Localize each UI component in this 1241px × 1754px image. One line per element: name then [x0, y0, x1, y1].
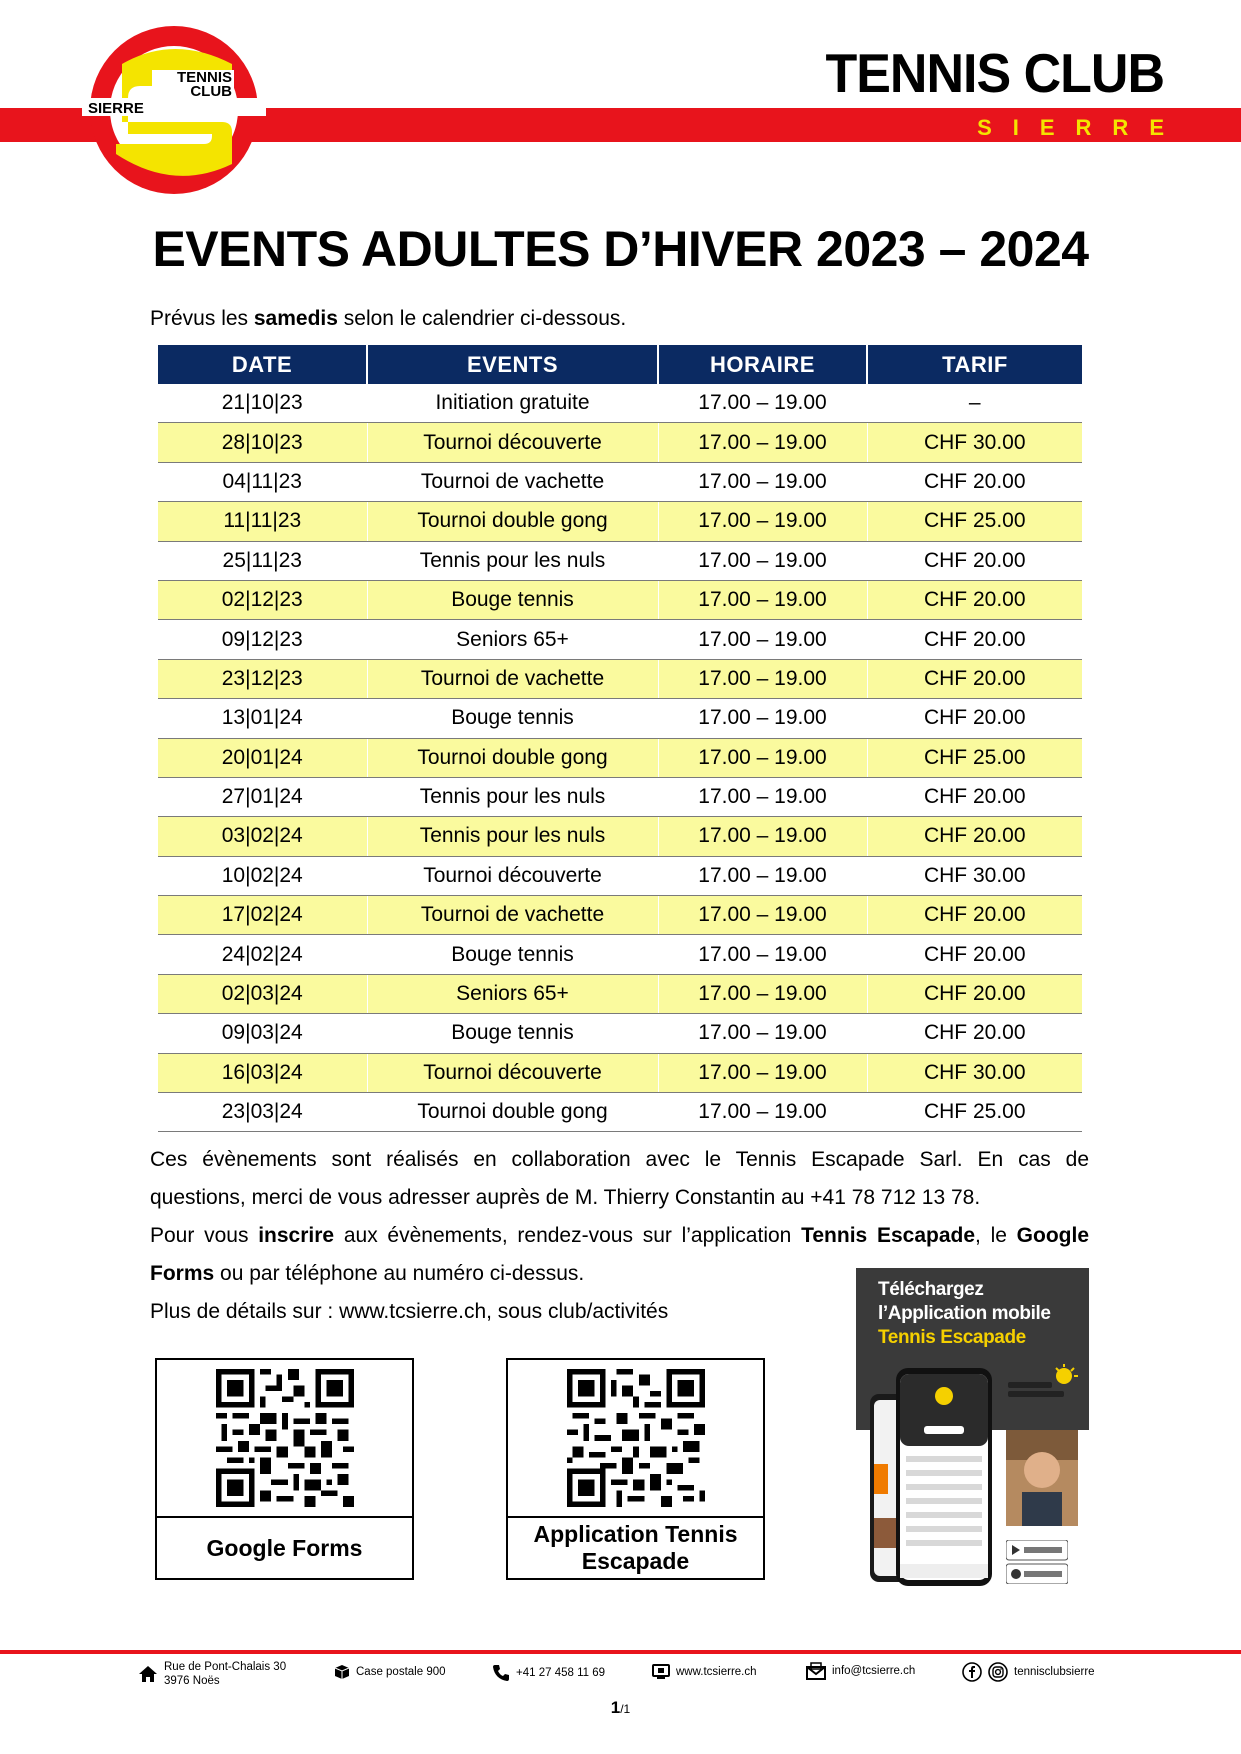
cell-price: CHF 20.00 — [867, 817, 1082, 856]
cell-date: 23|03|24 — [158, 1093, 367, 1132]
table-row — [158, 935, 1082, 974]
cell-event: Tournoi découverte — [367, 423, 658, 462]
cell-date: 28|10|23 — [158, 423, 367, 462]
header-horaire: HORAIRE — [658, 345, 867, 384]
events-table — [158, 345, 1082, 1132]
instagram-icon — [988, 1662, 1008, 1682]
google-forms-qr-area — [157, 1360, 412, 1518]
cell-time: 17.00 – 19.00 — [658, 896, 867, 935]
phone-mockup-icon — [870, 1368, 1000, 1586]
cell-event: Initiation gratuite — [367, 384, 658, 423]
header-date: DATE — [158, 345, 367, 384]
cell-date: 13|01|24 — [158, 699, 367, 738]
cell-time: 17.00 – 19.00 — [658, 462, 867, 501]
cell-time: 17.00 – 19.00 — [658, 659, 867, 698]
cell-event: Bouge tennis — [367, 935, 658, 974]
info-line-5: Plus de détails sur : www.tcsierre.ch, sous club/activités — [150, 1300, 669, 1323]
cell-price: CHF 20.00 — [867, 896, 1082, 935]
mail-icon — [806, 1662, 826, 1680]
app-label — [508, 1518, 763, 1578]
cell-event: Tournoi double gong — [367, 1093, 658, 1132]
info-3f: Google — [1016, 1224, 1090, 1247]
google-forms-label: Google Forms — [206, 1534, 363, 1561]
table-row — [158, 423, 1082, 462]
cell-date: 24|02|24 — [158, 935, 367, 974]
info-3e: , le — [975, 1224, 1017, 1247]
intro-bold: samedis — [253, 307, 338, 330]
table-row — [158, 502, 1082, 541]
table-row — [158, 620, 1082, 659]
cell-event: Tournoi de vachette — [367, 896, 658, 935]
cell-date: 10|02|24 — [158, 856, 367, 895]
footer-website[interactable] — [652, 1664, 757, 1680]
cell-price: CHF 20.00 — [867, 777, 1082, 816]
table-row — [158, 580, 1082, 619]
table-row — [158, 896, 1082, 935]
cell-time: 17.00 – 19.00 — [658, 1014, 867, 1053]
promo-line-3: Tennis Escapade — [878, 1327, 1026, 1348]
cell-time: 17.00 – 19.00 — [658, 620, 867, 659]
cell-price: CHF 20.00 — [867, 541, 1082, 580]
cell-event: Bouge tennis — [367, 699, 658, 738]
info-line-3 — [150, 1217, 1089, 1255]
info-4b: ou par téléphone au numéro ci-dessus. — [214, 1262, 585, 1285]
cell-event: Tournoi de vachette — [367, 462, 658, 501]
footer-address-line-1: Rue de Pont-Chalais 30 — [164, 1661, 287, 1673]
cell-event: Tournoi découverte — [367, 1053, 658, 1092]
cell-event: Tournoi de vachette — [367, 659, 658, 698]
footer-phone-text: +41 27 458 11 69 — [516, 1667, 605, 1679]
cell-date: 21|10|23 — [158, 384, 367, 423]
footer-email-text: info@tcsierre.ch — [832, 1665, 916, 1677]
table-row — [158, 777, 1082, 816]
cell-date: 27|01|24 — [158, 777, 367, 816]
cell-price: CHF 20.00 — [867, 659, 1082, 698]
brand-city: SIERRE — [977, 115, 1185, 140]
header-tarif: TARIF — [867, 345, 1082, 384]
cell-event: Bouge tennis — [367, 1014, 658, 1053]
page-current: 1 — [610, 1698, 621, 1717]
footer-phone[interactable] — [492, 1664, 605, 1682]
cell-date: 03|02|24 — [158, 817, 367, 856]
cell-date: 11|11|23 — [158, 502, 367, 541]
app-qr-box[interactable] — [506, 1358, 765, 1580]
app-label-line-2: Escapade — [581, 1548, 690, 1574]
cell-date: 09|03|24 — [158, 1014, 367, 1053]
footer-red-rule — [0, 1650, 1241, 1654]
cell-event: Seniors 65+ — [367, 974, 658, 1013]
page-total: /1 — [620, 1702, 631, 1716]
cell-event: Tournoi double gong — [367, 502, 658, 541]
app-promo-image — [856, 1268, 1089, 1588]
cell-date: 16|03|24 — [158, 1053, 367, 1092]
cell-time: 17.00 – 19.00 — [658, 384, 867, 423]
table-row — [158, 1053, 1082, 1092]
cell-time: 17.00 – 19.00 — [658, 502, 867, 541]
info-3c: aux évènements, rendez-vous sur l’application — [334, 1224, 802, 1247]
page-number — [0, 1698, 1241, 1718]
store-badges-icon — [1006, 1540, 1068, 1584]
cell-price: CHF 20.00 — [867, 699, 1082, 738]
footer-address-line-2: 3976 Noës — [164, 1675, 220, 1687]
computer-icon — [652, 1664, 670, 1680]
info-4a: Forms — [150, 1262, 215, 1285]
info-3a: Pour vous — [150, 1224, 259, 1247]
footer-postbox — [334, 1664, 446, 1680]
table-row — [158, 817, 1082, 856]
footer-address — [138, 1660, 286, 1688]
cell-time: 17.00 – 19.00 — [658, 1053, 867, 1092]
cell-time: 17.00 – 19.00 — [658, 541, 867, 580]
cell-event: Seniors 65+ — [367, 620, 658, 659]
cell-event: Bouge tennis — [367, 580, 658, 619]
cell-date: 23|12|23 — [158, 659, 367, 698]
cell-date: 02|03|24 — [158, 974, 367, 1013]
app-label-line-1: Application Tennis — [533, 1521, 738, 1547]
info-line-2: questions, merci de vous adresser auprès de M. Thierry Constantin au +41 78 712 13 78. — [150, 1186, 981, 1209]
info-line-1: Ces évènements sont réalisés en collaboration avec le Tennis Escapade Sarl. En cas de — [150, 1148, 1089, 1171]
app-qr-area — [508, 1360, 763, 1518]
cell-time: 17.00 – 19.00 — [658, 856, 867, 895]
table-row — [158, 1093, 1082, 1132]
cell-price: CHF 30.00 — [867, 423, 1082, 462]
table-row — [158, 738, 1082, 777]
cell-price: – — [867, 384, 1082, 423]
cell-event: Tennis pour les nuls — [367, 777, 658, 816]
footer-email[interactable] — [806, 1662, 915, 1680]
header-events: EVENTS — [367, 345, 658, 384]
cell-date: 17|02|24 — [158, 896, 367, 935]
cell-price: CHF 20.00 — [867, 935, 1082, 974]
cell-price: CHF 20.00 — [867, 580, 1082, 619]
cell-price: CHF 20.00 — [867, 974, 1082, 1013]
promo-title — [878, 1278, 1051, 1350]
phone-icon — [492, 1664, 510, 1682]
cell-price: CHF 25.00 — [867, 738, 1082, 777]
cell-price: CHF 25.00 — [867, 1093, 1082, 1132]
app-qr-code-icon — [567, 1369, 705, 1507]
table-row — [158, 699, 1082, 738]
cell-time: 17.00 – 19.00 — [658, 817, 867, 856]
table-row — [158, 541, 1082, 580]
intro-text — [150, 307, 626, 331]
intro-before: Prévus les — [150, 307, 254, 330]
page-title: EVENTS ADULTES D’HIVER 2023 – 2024 — [152, 221, 1089, 277]
cell-date: 09|12|23 — [158, 620, 367, 659]
google-forms-qr-box[interactable] — [155, 1358, 414, 1580]
cell-price: CHF 30.00 — [867, 856, 1082, 895]
table-row — [158, 856, 1082, 895]
cell-date: 25|11|23 — [158, 541, 367, 580]
cell-time: 17.00 – 19.00 — [658, 580, 867, 619]
table-row — [158, 1014, 1082, 1053]
cell-time: 17.00 – 19.00 — [658, 738, 867, 777]
cell-event: Tournoi double gong — [367, 738, 658, 777]
home-icon — [138, 1665, 158, 1683]
cell-date: 20|01|24 — [158, 738, 367, 777]
cell-event: Tennis pour les nuls — [367, 541, 658, 580]
tennis-escapade-logo-icon — [1004, 1364, 1084, 1404]
footer-website-text: www.tcsierre.ch — [676, 1666, 757, 1678]
facebook-icon — [962, 1662, 982, 1682]
logo-text-tennis: TENNIS — [176, 69, 232, 86]
intro-after: selon le calendrier ci-dessous. — [337, 307, 627, 330]
player-photo-icon — [1006, 1430, 1078, 1526]
google-forms-qr-code-icon — [216, 1369, 354, 1507]
package-icon — [334, 1664, 350, 1680]
info-3b: inscrire — [258, 1224, 335, 1247]
brand-name: TENNIS CLUB — [825, 43, 1164, 105]
logo-text-club: CLUB — [190, 83, 232, 100]
cell-price: CHF 30.00 — [867, 1053, 1082, 1092]
cell-price: CHF 25.00 — [867, 502, 1082, 541]
table-row — [158, 659, 1082, 698]
cell-time: 17.00 – 19.00 — [658, 423, 867, 462]
info-3d: Tennis Escapade — [801, 1224, 976, 1247]
table-row — [158, 384, 1082, 423]
cell-date: 02|12|23 — [158, 580, 367, 619]
cell-price: CHF 20.00 — [867, 1014, 1082, 1053]
cell-event: Tennis pour les nuls — [367, 817, 658, 856]
footer-social[interactable] — [962, 1662, 1095, 1682]
promo-line-2: l’Application mobile — [878, 1303, 1051, 1324]
club-logo — [82, 24, 266, 196]
cell-time: 17.00 – 19.00 — [658, 935, 867, 974]
cell-time: 17.00 – 19.00 — [658, 974, 867, 1013]
cell-time: 17.00 – 19.00 — [658, 1093, 867, 1132]
cell-event: Tournoi découverte — [367, 856, 658, 895]
cell-date: 04|11|23 — [158, 462, 367, 501]
table-header-row — [158, 345, 1082, 384]
cell-price: CHF 20.00 — [867, 462, 1082, 501]
table-row — [158, 462, 1082, 501]
footer-social-text: tennisclubsierre — [1014, 1666, 1095, 1678]
footer-postbox-text: Case postale 900 — [356, 1666, 446, 1678]
cell-time: 17.00 – 19.00 — [658, 699, 867, 738]
cell-time: 17.00 – 19.00 — [658, 777, 867, 816]
promo-line-1: Téléchargez — [878, 1279, 984, 1300]
table-row — [158, 974, 1082, 1013]
logo-text-sierre: SIERRE — [88, 100, 144, 117]
cell-price: CHF 20.00 — [867, 620, 1082, 659]
